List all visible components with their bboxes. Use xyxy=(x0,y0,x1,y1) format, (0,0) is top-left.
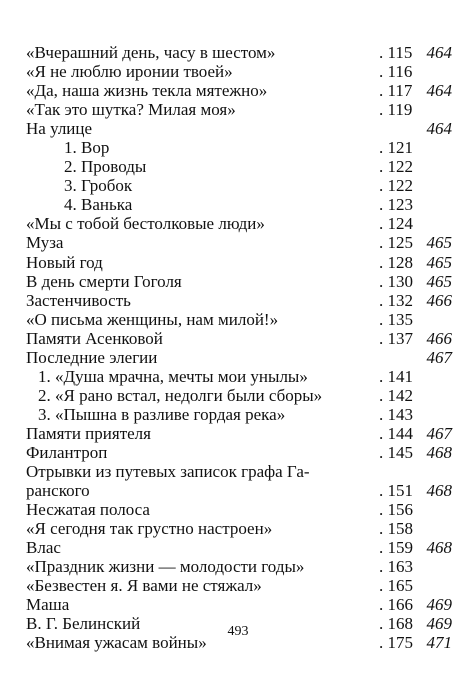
toc-entry-title: «Праздник жизни — молодости годы» xyxy=(26,557,305,577)
toc-entry-page: . 141 xyxy=(379,367,419,386)
toc-entry xyxy=(26,157,456,176)
toc-entry xyxy=(26,43,456,62)
toc-entry-page: . 143 xyxy=(379,405,419,424)
toc-entry-page: . 159 xyxy=(379,538,419,557)
toc-entry-note-page: 464 xyxy=(426,43,452,62)
toc-entry-title: Несжатая полоса xyxy=(26,500,150,520)
toc-entry-title: 4. Ванька xyxy=(64,195,133,215)
toc-entry xyxy=(26,367,456,386)
page-number: 493 xyxy=(227,624,249,639)
toc-entry xyxy=(26,481,456,500)
toc-entry-page: . 175 xyxy=(379,633,419,652)
toc-entry-note-page: 464 xyxy=(426,119,452,139)
toc-entry-title: На улице xyxy=(26,119,93,139)
toc-entry xyxy=(26,310,456,329)
toc-entry-note-page: 471 xyxy=(426,633,452,653)
toc-entry-note-page: 466 xyxy=(426,290,452,310)
toc-entry-title: 1. Вор xyxy=(64,138,110,158)
toc-entry-title: Маша xyxy=(26,595,70,615)
toc-entry-title: Памяти Асенковой xyxy=(26,328,163,348)
toc-entry xyxy=(26,386,456,405)
toc-entry-title: «Мы с тобой бестолковые люди» xyxy=(26,214,265,234)
toc-entry-title: Памяти приятеля xyxy=(26,423,151,443)
toc-entry-note-page: 465 xyxy=(426,271,452,291)
toc-entry-title: «Я сегодня так грустно настроен» xyxy=(26,519,273,539)
toc-entry-note-page: 469 xyxy=(426,614,452,634)
toc-entry-page: . 116 xyxy=(379,62,419,81)
toc-entry xyxy=(26,424,456,443)
toc-entry xyxy=(26,214,456,233)
toc-entry xyxy=(26,119,456,138)
toc-entry xyxy=(26,272,456,291)
toc-entry-note-page: 468 xyxy=(426,442,452,462)
toc-entry-title: 3. «Пышна в разливе гордая река» xyxy=(38,404,286,424)
toc-entry-title: Отрывки из путевых записок графа Га- xyxy=(26,462,310,482)
toc-entry-page: . 163 xyxy=(379,557,419,576)
toc-entry xyxy=(26,233,456,252)
toc-entry-note-page: 464 xyxy=(426,81,452,101)
toc-entry-note-page: 465 xyxy=(426,233,452,253)
toc-entry-title: «Внимая ужасам войны» xyxy=(26,633,207,653)
toc-entry xyxy=(26,443,456,462)
toc-entry-title: Застенчивость xyxy=(26,290,131,310)
toc-entry-page: . 158 xyxy=(379,519,419,538)
toc-entry-title: «Вчерашний день, часу в шестом» xyxy=(26,43,276,62)
toc-entry-page: . 142 xyxy=(379,386,419,405)
toc-entry xyxy=(26,538,456,557)
toc-entry-title: В день смерти Гоголя xyxy=(26,271,182,291)
toc-entry-page: . 117 xyxy=(379,81,419,100)
toc-entry-title: Филантроп xyxy=(26,442,108,462)
toc-entry-title: В. Г. Белинский xyxy=(26,614,141,634)
toc-entry-title: 3. Гробок xyxy=(64,176,133,196)
toc-entry-page: . 115 xyxy=(379,43,419,62)
toc-entry-title: 1. «Душа мрачна, мечты мои унылы» xyxy=(38,366,308,386)
toc-entry-title: Влас xyxy=(26,538,61,558)
toc-entry-page: . 121 xyxy=(379,138,419,157)
toc-entry xyxy=(26,138,456,157)
toc-entry-page: . 151 xyxy=(379,481,419,500)
toc-entry-note-page: 465 xyxy=(426,252,452,272)
toc-entry-title: «Безвестен я. Я вами не стяжал» xyxy=(26,576,262,596)
toc-entry-note-page: 468 xyxy=(426,538,452,558)
toc-entry-title: «Так это шутка? Милая моя» xyxy=(26,100,236,120)
toc-entry-note-page: 467 xyxy=(426,423,452,443)
toc-entry xyxy=(26,405,456,424)
toc-entry-title: 2. Проводы xyxy=(64,157,147,177)
toc-entry-page: . 119 xyxy=(379,100,419,119)
toc-entry xyxy=(26,348,456,367)
toc-entry xyxy=(26,329,456,348)
toc-entry xyxy=(26,576,456,595)
toc-entry-page: . 135 xyxy=(379,310,419,329)
toc-entry-note-page: 466 xyxy=(426,328,452,348)
toc-entry-page: . 122 xyxy=(379,157,419,176)
toc-entry-page: . 128 xyxy=(379,253,419,272)
toc-entry-title: «Да, наша жизнь текла мятежно» xyxy=(26,81,268,101)
toc-entry-title: ранского xyxy=(26,481,90,501)
toc-entry-title: 2. «Я рано встал, недолги были сборы» xyxy=(38,385,323,405)
toc-entry xyxy=(26,100,456,119)
toc-entry-page: . 122 xyxy=(379,176,419,195)
toc-entry xyxy=(26,462,456,481)
toc-entry-title: Последние элегии xyxy=(26,347,158,367)
toc-entry xyxy=(26,291,456,310)
toc-entry-page: . 130 xyxy=(379,272,419,291)
toc-entry-title: «О письма женщины, нам милой!» xyxy=(26,309,279,329)
toc-entry xyxy=(26,519,456,538)
toc-entry-page: . 124 xyxy=(379,214,419,233)
toc-entry-note-page: 469 xyxy=(426,595,452,615)
toc-entry-note-page: 468 xyxy=(426,481,452,501)
table-of-contents xyxy=(26,43,456,653)
toc-entry-page: . 137 xyxy=(379,329,419,348)
toc-entry-page: . 132 xyxy=(379,291,419,310)
toc-entry-title: «Я не люблю иронии твоей» xyxy=(26,62,233,82)
toc-entry-title: Новый год xyxy=(26,252,103,272)
toc-entry-page: . 168 xyxy=(379,614,419,633)
toc-entry xyxy=(26,195,456,214)
toc-entry-page: . 156 xyxy=(379,500,419,519)
toc-entry-page: . 145 xyxy=(379,443,419,462)
toc-entry xyxy=(26,500,456,519)
toc-entry-page: . 125 xyxy=(379,233,419,252)
toc-entry xyxy=(26,62,456,81)
toc-entry xyxy=(26,253,456,272)
toc-entry-note-page: 467 xyxy=(426,347,452,367)
toc-entry xyxy=(26,595,456,614)
toc-entry-page: . 166 xyxy=(379,595,419,614)
toc-entry xyxy=(26,557,456,576)
toc-entry-page: . 165 xyxy=(379,576,419,595)
toc-entry-page: . 123 xyxy=(379,195,419,214)
toc-entry-title: Муза xyxy=(26,233,64,253)
toc-entry xyxy=(26,176,456,195)
toc-entry xyxy=(26,81,456,100)
toc-entry-page: . 144 xyxy=(379,424,419,443)
